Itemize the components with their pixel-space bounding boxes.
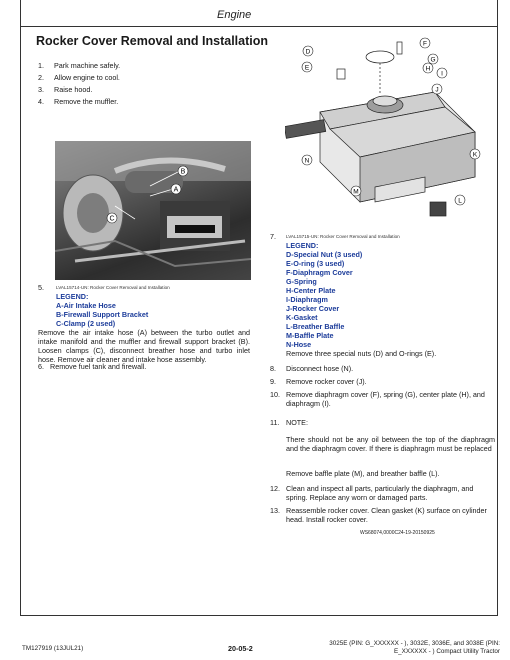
page-title: Rocker Cover Removal and Installation [36, 34, 269, 48]
legend-item: E-O-ring (3 used) [286, 259, 345, 268]
legend-heading: LEGEND: [286, 241, 319, 250]
legend-item: K-Gasket [286, 313, 318, 322]
svg-text:N: N [304, 157, 310, 165]
note-text: There should not be any oil between the top of the diaphragm and the diaphragm cover. If there is diaphragm must be replaced [286, 435, 495, 453]
svg-text:F: F [423, 40, 427, 48]
step-text: Remove three special nuts (D) and O-rings (E). [286, 349, 437, 358]
legend-item: D-Special Nut (3 used) [286, 250, 363, 259]
svg-text:K: K [472, 151, 478, 159]
legend-item: L-Breather Baffle [286, 322, 345, 331]
legend-item: C-Clamp (2 used) [56, 319, 116, 328]
svg-text:I: I [441, 70, 443, 78]
step-12: 12. Clean and inspect all parts, particularly the diaphragm, and spring. Replace any worn or damaged parts. [270, 484, 474, 502]
step-11: 11. NOTE: There should not be any oil between the top of the diaphragm and the diaphragm cover. If there is diaphragm must be replaced Remove baffle plate (M), and breather baffle (L). [270, 418, 495, 478]
svg-text:A: A [173, 186, 179, 194]
svg-text:H: H [425, 65, 431, 73]
legend-item: A-Air Intake Hose [56, 301, 116, 310]
svg-text:L: L [458, 197, 462, 205]
step-5: 5. LVAL15714-UN: Rocker Cover Removal and Installation LEGEND: A-Air Intake Hose B-Firewall Support Bracket C-Clamp (2 used) Remove the air intake hose (A) between the turbo outlet and intake manifold and the muffler and firewall support bracket (B). Loosen clamps (C), disconnect breather hose and turbo inlet hose. Remove air cleaner and intake hose assembly. [38, 283, 250, 364]
document-code: WS68074,0000C24-19-20150925 [360, 530, 435, 536]
rocker-cover-diagram [285, 37, 495, 227]
steps-list-a [38, 60, 120, 108]
footer-model: 3025E (PIN: G_XXXXXX - ), 3032E, 3036E, and 3038E (PIN: E_XXXXXX - ) Compact Utility Tractor [329, 640, 500, 655]
legend-item: F-Diaphragm Cover [286, 268, 353, 277]
step-13: 13. Reassemble rocker cover. Clean gasket (K) surface on cylinder head. Install rocker cover. [270, 506, 487, 524]
step-item: 1. Park machine safely. [38, 61, 121, 70]
step-8: 8. Disconnect hose (N). [270, 364, 354, 373]
legend-item: M-Baffle Plate [286, 331, 334, 340]
legend-item: I-Diaphragm [286, 295, 328, 304]
step-text: Remove the air intake hose (A) between the turbo outlet and intake manifold and the muffler and firewall support bracket (B). Loosen clamps (C), disconnect breather hose and turbo inlet hose. Remove air cleaner and intake hose assembly. [38, 328, 250, 364]
step-item: 3. Raise hood. [38, 85, 93, 94]
legend-item: H-Center Plate [286, 286, 336, 295]
legend-item: G-Spring [286, 277, 317, 286]
svg-text:B: B [180, 168, 186, 176]
svg-text:M: M [353, 188, 359, 196]
step-9: 9. Remove rocker cover (J). [270, 377, 367, 386]
section-heading: Engine [217, 9, 252, 21]
figure-reference: LVAL15714-UN: Rocker Cover Removal and Installation [56, 285, 170, 290]
engine-photo [55, 141, 251, 280]
step-item: 2. Allow engine to cool. [38, 73, 120, 82]
svg-text:E: E [304, 64, 310, 72]
legend-item: B-Firewall Support Bracket [56, 310, 149, 319]
step-7: 7. LVAL15715-UN: Rocker Cover Removal and Installation LEGEND: D-Special Nut (3 used) E-O-ring (3 used) F-Diaphragm Cover G-Spring H-Center Plate I-Diaphragm J-Rocker Cover K-Gasket L-Breather Baffle M-Baffle Plate N-Hose Remove three special nuts (D) and O-rings (E). [270, 232, 495, 358]
legend-item: J-Rocker Cover [286, 304, 340, 313]
legend-heading: LEGEND: [56, 292, 89, 301]
footer-tm-number: TM127919 (13JUL21) [22, 645, 84, 652]
note-label: NOTE: [286, 418, 308, 427]
svg-text:C: C [109, 215, 115, 223]
legend-item: N-Hose [286, 340, 312, 349]
svg-text:D: D [305, 48, 311, 56]
right-column [270, 232, 495, 524]
step-item: 4. Remove the muffler. [38, 97, 119, 106]
header-rule [20, 26, 498, 27]
engine-photo-drawing [55, 141, 251, 280]
svg-text:G: G [430, 56, 436, 64]
svg-text:J: J [435, 86, 439, 94]
step-10: 10. Remove diaphragm cover (F), spring (G), center plate (H), and diaphragm (I). [270, 390, 485, 408]
footer-page-number: 20-05-2 [228, 644, 253, 653]
figure-reference: LVAL15715-UN: Rocker Cover Removal and Installation [286, 234, 400, 239]
step-6: 6. Remove fuel tank and firewall. [38, 362, 147, 371]
step-text: Remove baffle plate (M), and breather baffle (L). [286, 469, 440, 478]
